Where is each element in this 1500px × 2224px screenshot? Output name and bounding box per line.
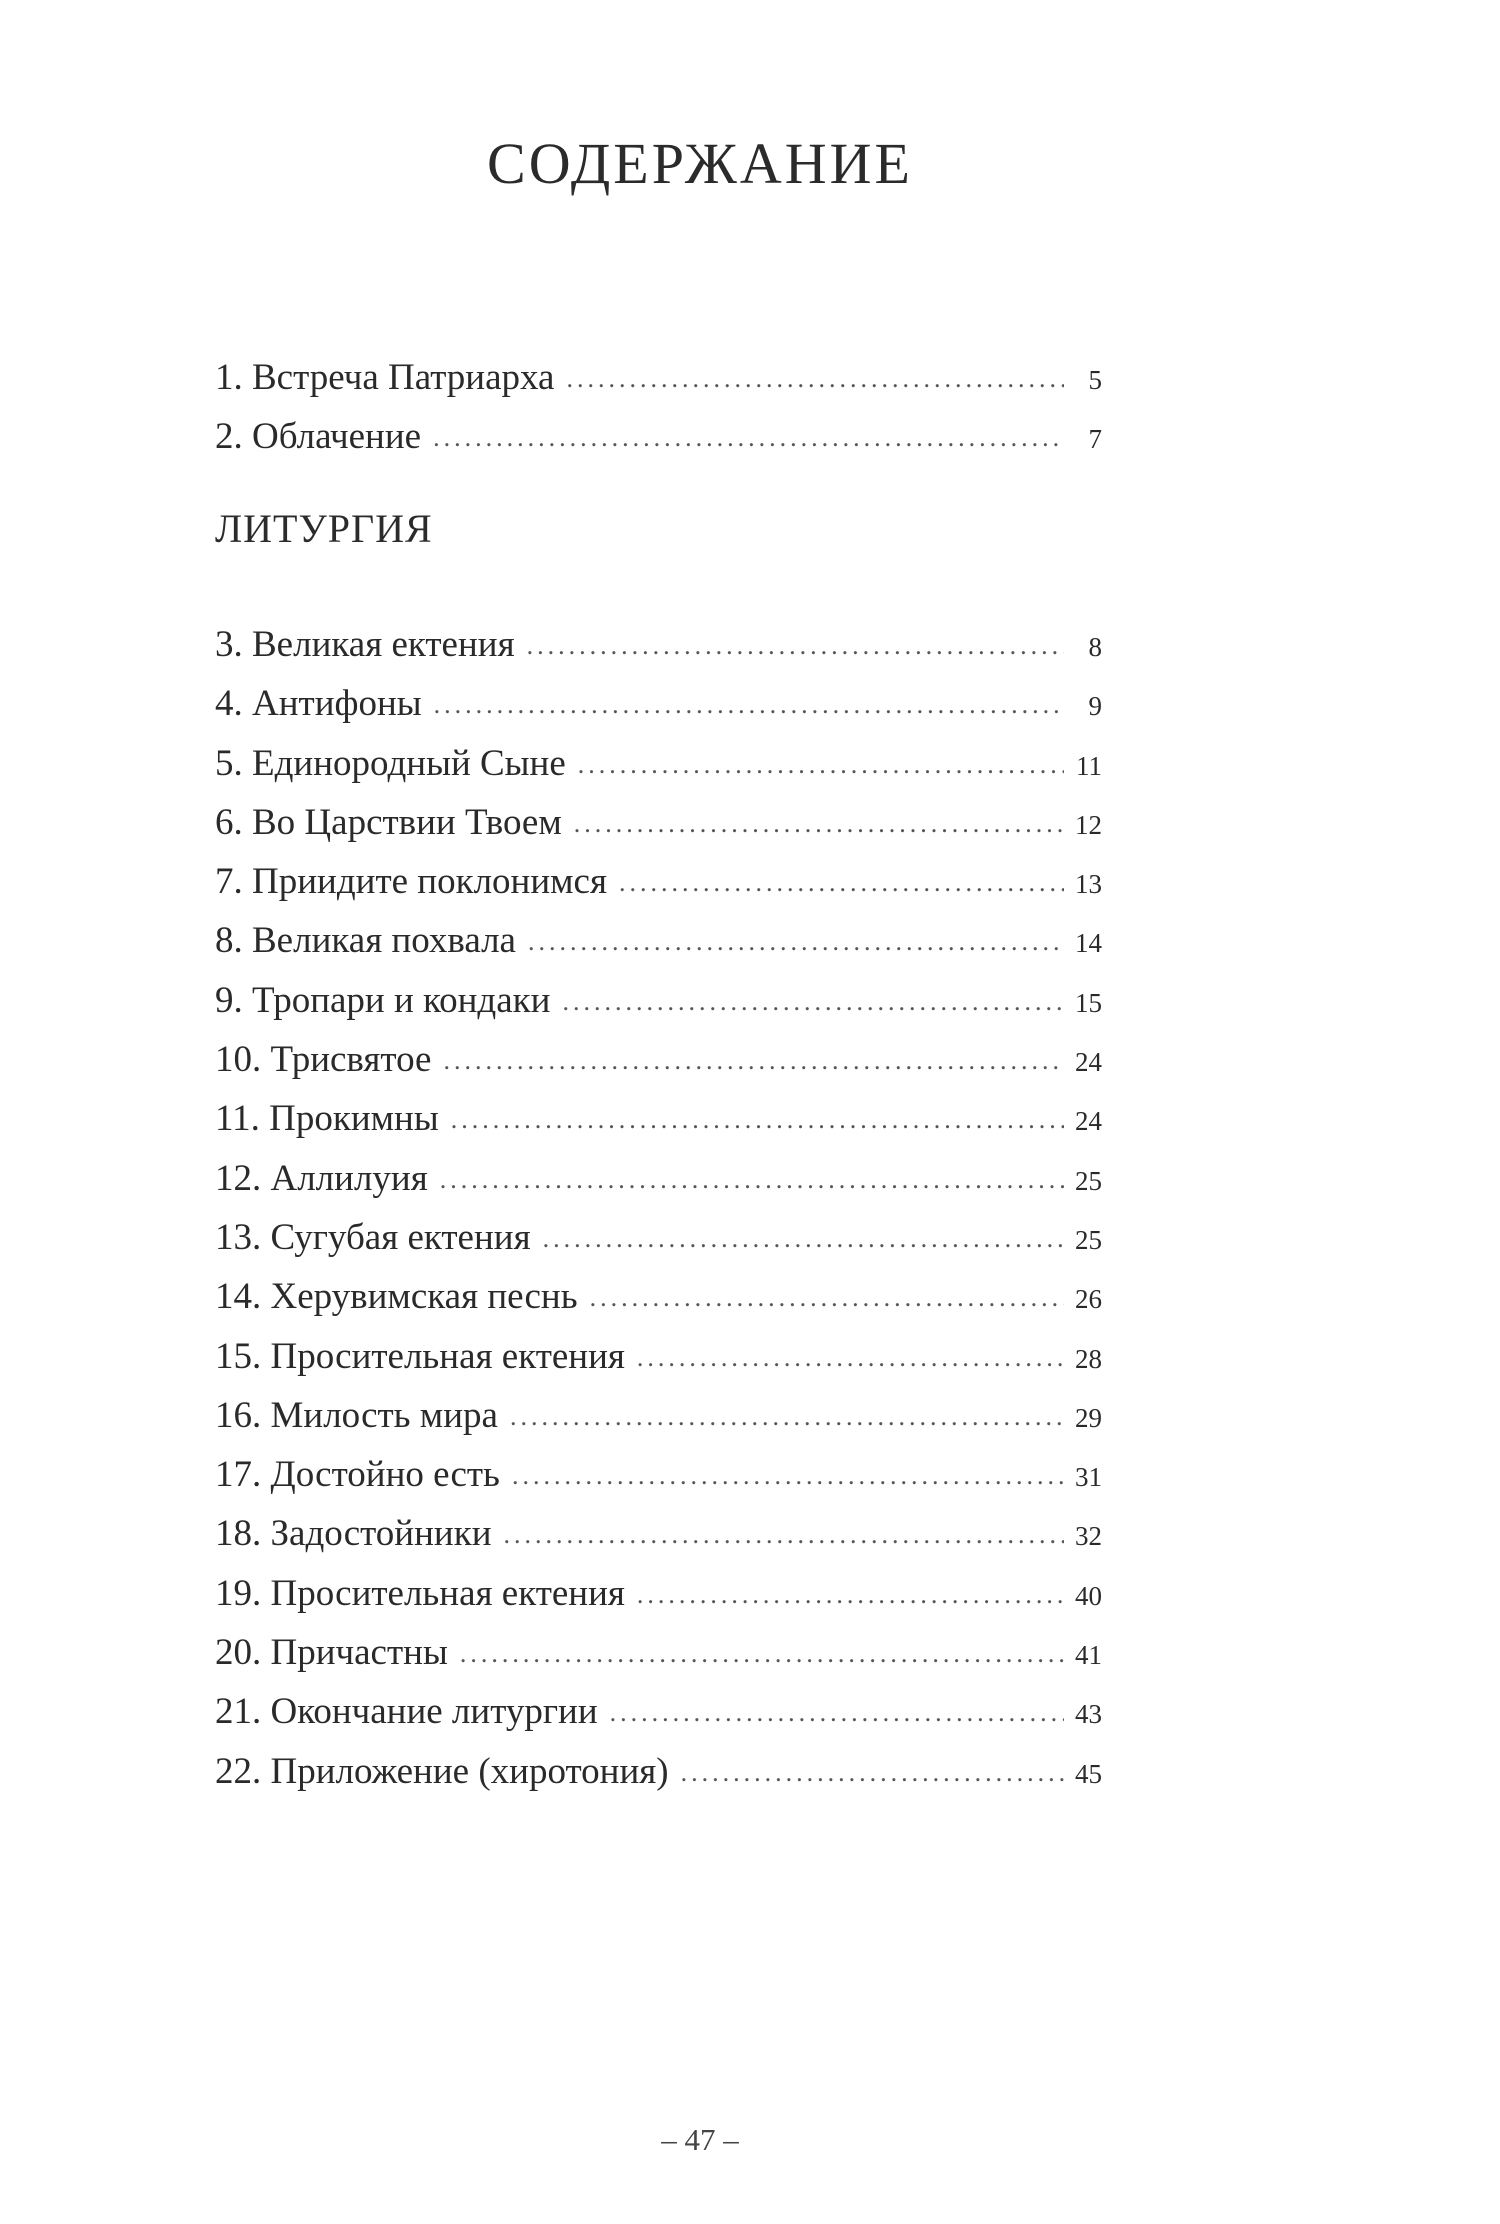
toc-entry-title: 5. Единородный Сыне — [215, 742, 566, 784]
page-number: – 47 – — [661, 2122, 739, 2157]
toc-entry-title: 19. Просительная ектения — [215, 1572, 625, 1614]
toc-entry[interactable] — [215, 407, 1102, 466]
dot-leader — [590, 1268, 1064, 1327]
dot-leader — [543, 1209, 1064, 1268]
toc-entry[interactable] — [215, 1327, 1102, 1386]
toc-entry-page: 24 — [1075, 1106, 1102, 1137]
dot-leader — [510, 1387, 1064, 1446]
toc-entry-title: 16. Милость мира — [215, 1394, 498, 1436]
dot-leader — [433, 408, 1064, 467]
toc-entry-page: 7 — [1088, 424, 1102, 455]
dot-leader — [637, 1328, 1064, 1387]
dot-leader — [512, 1446, 1064, 1505]
toc-entry-title: 13. Сугубая ектения — [215, 1216, 531, 1258]
toc-entry[interactable] — [215, 1504, 1102, 1563]
dot-leader — [504, 1505, 1065, 1564]
toc-entry[interactable] — [215, 1564, 1102, 1623]
toc-entry-title: 4. Антифоны — [215, 683, 422, 725]
toc-entry[interactable] — [215, 1149, 1102, 1208]
toc-entry-page: 31 — [1075, 1462, 1102, 1493]
toc-entry-page: 26 — [1075, 1284, 1102, 1315]
dot-leader — [578, 735, 1064, 794]
dot-leader — [637, 1565, 1064, 1624]
toc-entry[interactable] — [215, 1623, 1102, 1682]
toc-entry-page: 14 — [1075, 928, 1102, 959]
dot-leader — [562, 972, 1064, 1031]
toc-entry-page: 24 — [1075, 1047, 1102, 1078]
toc-entry[interactable] — [215, 1208, 1102, 1267]
toc-entry[interactable] — [215, 674, 1102, 733]
toc-entry-page: 45 — [1075, 1758, 1102, 1789]
toc-entry-title: 9. Тропари и кондаки — [215, 979, 551, 1021]
dot-leader — [610, 1683, 1064, 1742]
toc-entry-title: 20. Причастны — [215, 1632, 448, 1674]
toc-entry[interactable] — [215, 1089, 1102, 1148]
toc-intro-list — [215, 348, 1102, 467]
toc-entry[interactable] — [215, 971, 1102, 1030]
dot-leader — [434, 675, 1064, 734]
toc-entry[interactable] — [215, 1445, 1102, 1504]
toc-entry[interactable] — [215, 1742, 1102, 1801]
dot-leader — [574, 794, 1064, 853]
toc-entry-title: 22. Приложение (хиротония) — [215, 1750, 669, 1792]
toc-entry-page: 11 — [1076, 750, 1102, 781]
toc-entry[interactable] — [215, 1030, 1102, 1089]
toc-entry[interactable] — [215, 1386, 1102, 1445]
toc-entry-title: 1. Встреча Патриарха — [215, 357, 555, 398]
page-title: СОДЕРЖАНИЕ — [487, 131, 913, 196]
toc-entry-page: 40 — [1075, 1580, 1102, 1611]
dot-leader — [443, 1031, 1064, 1090]
toc-entry[interactable] — [215, 911, 1102, 970]
toc-entry-title: 14. Херувимская песнь — [215, 1276, 578, 1318]
toc-entry-title: 3. Великая ектения — [215, 624, 515, 665]
toc-entry-title: 11. Прокимны — [215, 1098, 439, 1140]
dot-leader — [460, 1624, 1064, 1683]
toc-entry-title: 15. Просительная ектения — [215, 1335, 625, 1377]
toc-entry[interactable] — [215, 348, 1102, 407]
toc-entry-page: 25 — [1075, 1224, 1102, 1255]
dot-leader — [451, 1090, 1064, 1149]
toc-entry-title: 2. Облачение — [215, 416, 422, 458]
toc-main-list — [215, 615, 1102, 1801]
toc-entry-page: 5 — [1088, 365, 1102, 395]
dot-leader — [619, 853, 1064, 912]
toc-entry[interactable] — [215, 1267, 1102, 1326]
toc-entry-page: 43 — [1075, 1699, 1102, 1730]
toc-entry-page: 41 — [1075, 1640, 1102, 1671]
toc-entry-title: 21. Окончание литургии — [215, 1691, 598, 1733]
toc-entry-page: 12 — [1075, 809, 1102, 840]
dot-leader — [566, 349, 1064, 408]
toc-entry-page: 15 — [1075, 987, 1102, 1018]
toc-entry-page: 13 — [1075, 869, 1102, 900]
toc-entry-page: 28 — [1075, 1343, 1102, 1374]
dot-leader — [528, 912, 1064, 971]
section-heading: ЛИТУРГИЯ — [215, 506, 433, 551]
toc-entry-page: 9 — [1088, 691, 1102, 722]
toc-entry-title: 8. Великая похвала — [215, 920, 516, 962]
toc-entry-page: 32 — [1075, 1521, 1102, 1552]
toc-entry[interactable] — [215, 852, 1102, 911]
toc-entry[interactable] — [215, 615, 1102, 674]
dot-leader — [440, 1150, 1064, 1209]
toc-entry-title: 12. Аллилуия — [215, 1157, 428, 1199]
dot-leader — [681, 1743, 1064, 1802]
toc-entry-title: 10. Трисвятое — [215, 1039, 432, 1081]
toc-entry-title: 17. Достойно есть — [215, 1454, 500, 1496]
toc-entry-page: 25 — [1075, 1165, 1102, 1196]
toc-entry-page: 29 — [1075, 1402, 1102, 1433]
toc-entry[interactable] — [215, 734, 1102, 793]
toc-entry[interactable] — [215, 793, 1102, 852]
toc-entry-title: 6. Во Царствии Твоем — [215, 801, 562, 843]
toc-entry-page: 8 — [1088, 632, 1102, 662]
toc-entry-title: 18. Задостойники — [215, 1513, 492, 1555]
toc-entry[interactable] — [215, 1682, 1102, 1741]
toc-entry-title: 7. Приидите поклонимся — [215, 861, 607, 903]
dot-leader — [527, 616, 1064, 675]
